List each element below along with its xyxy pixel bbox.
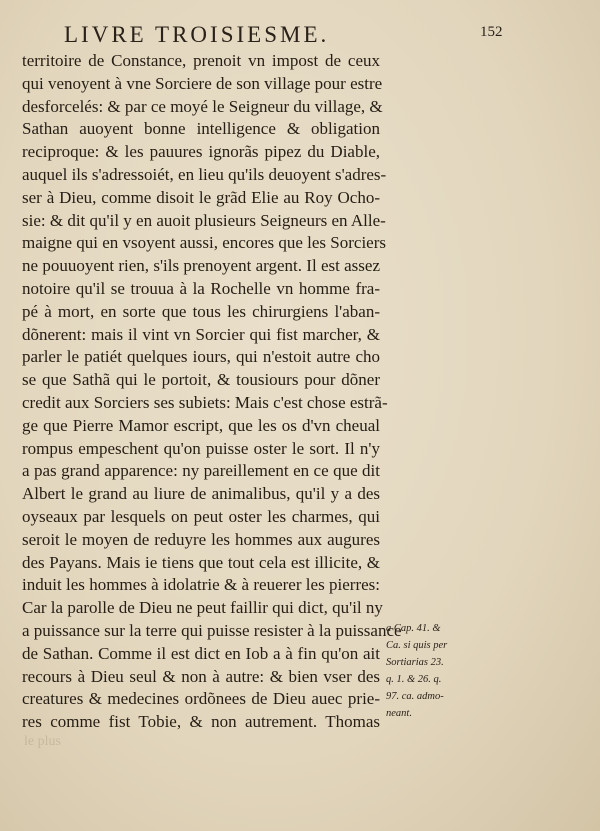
text-line: a pas grand apparence: ny pareillement en ce que dit (22, 461, 380, 481)
text-line: qui venoyent à vne Sorciere de son village pour estre (22, 73, 383, 93)
text-line: rompus empeschent qu'on puisse oster le sort. Il n'y (22, 438, 380, 458)
text-line: notoire qu'il se trouua à la Rochelle vn homme fra- (22, 278, 380, 298)
text-line: oyseaux par lesquels on peut oster les charmes, qui (22, 506, 380, 526)
text-line: ne pouuoyent rien, s'ils prenoyent argent. Il est assez (22, 256, 380, 276)
margin-note: neant. (386, 708, 412, 719)
margin-note: 97. ca. admo- (386, 691, 444, 702)
text-line: parler le patiét quelques iours, qui n'estoit autre cho (22, 347, 380, 367)
text-line: maigne qui en vsoyent aussi, encores que les Sorciers (22, 233, 386, 253)
running-title: LIVRE TROISIESME. (64, 22, 330, 47)
text-line: recours à Dieu seul & non à autre: & bien vser des (22, 666, 380, 686)
text-line: Sathan auoyent bonne intelligence & obligation (22, 119, 380, 139)
text-line: Albert le grand au liure de animalibus, qu'il y a des (22, 484, 380, 504)
text-line: ge que Pierre Mamor escript, que les os d'vn cheual (22, 415, 380, 435)
text-line: creatures & medecines ordõnees de Dieu auec prie- (22, 689, 380, 709)
page-number: 152 (480, 24, 503, 40)
text-line: Car la parolle de Dieu ne peut faillir qui dict, qu'il ny (22, 598, 383, 618)
margin-note: q. 1. & 26. q. (386, 674, 442, 685)
margin-note: Ca. si quis per (386, 640, 448, 651)
text-line: induit les hommes à idolatrie & à reuerer les pierres: (22, 575, 380, 595)
text-line: des Payans. Mais ie tiens que tout cela est illicite, & (22, 552, 380, 572)
text-line: reciproque: & les pauures ignorãs pipez du Diable, (22, 142, 380, 162)
text-line: seroit le moyen de reduyre les hommes aux augures (22, 529, 380, 549)
text-line: sie: & dit qu'il y en auoit plusieurs Seigneurs en Alle- (22, 210, 386, 230)
margin-note: a Cap. 41. & (386, 623, 441, 634)
margin-note: Sortiarias 23. (386, 657, 444, 668)
text-line: res comme fist Tobie, & non autrement. Thomas (22, 712, 380, 732)
show-through-text: le plus (24, 734, 61, 749)
text-line: ser à Dieu, comme disoit le grãd Elie au Roy Ocho- (22, 187, 380, 207)
text-line: pé à mort, en sorte que tous les chirurgiens l'aban- (22, 301, 380, 321)
text-line: credit aux Sorciers ses subiets: Mais c'est chose estrã- (22, 392, 388, 412)
text-line: a puissance sur la terre qui puisse resister à la puissance (22, 620, 402, 640)
text-line: territoire de Constance, prenoit vn impost de ceux (22, 51, 380, 70)
text-line: de Sathan. Comme il est dict en Iob a à fin qu'on ait (22, 643, 380, 663)
text-line: se que Sathã qui le portoit, & tousiours pour dõner (22, 370, 380, 390)
text-line: auquel ils s'adressoiét, en lieu qu'ils deuoyent s'adres- (22, 164, 387, 184)
text-line: dõnerent: mais il vint vn Sorcier qui fist marcher, & (22, 324, 380, 344)
marginal-notes (386, 620, 466, 722)
text-line: desforcelés: & par ce moyé le Seigneur du village, & (22, 96, 383, 116)
